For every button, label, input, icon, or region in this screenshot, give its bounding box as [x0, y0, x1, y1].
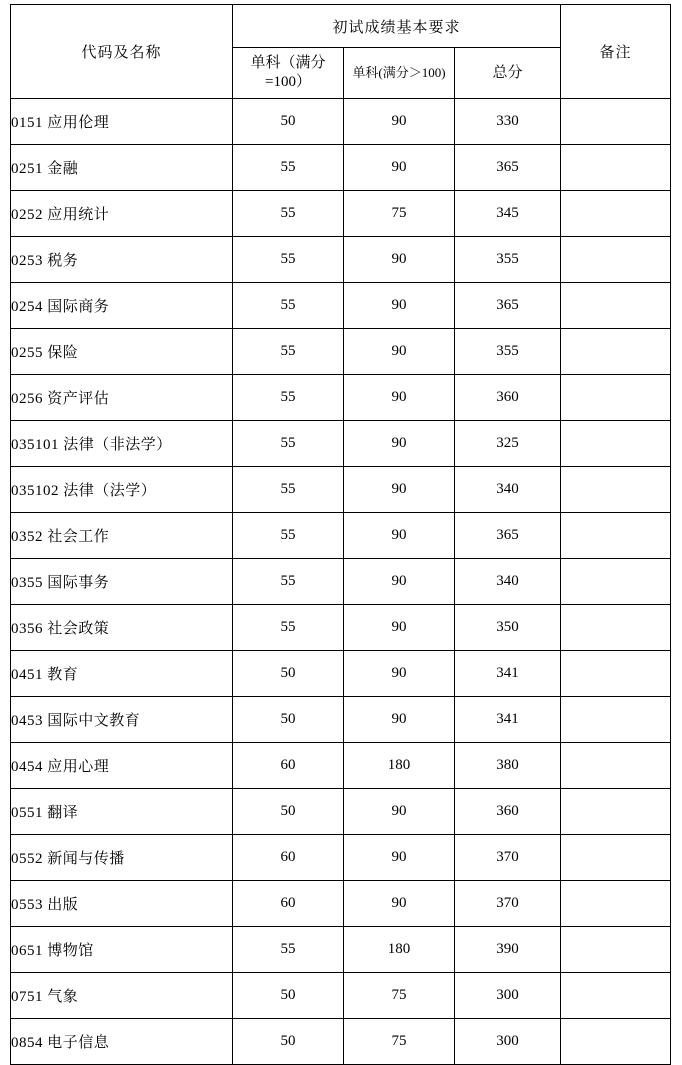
cell-single-subject-100: 55 — [233, 237, 344, 283]
cell-note — [561, 145, 671, 191]
cell-single-subject-over-100: 90 — [344, 881, 455, 927]
cell-note — [561, 743, 671, 789]
cell-code-name: 0551 翻译 — [11, 789, 233, 835]
cell-single-subject-100: 55 — [233, 329, 344, 375]
cell-total-score: 300 — [455, 973, 561, 1019]
cell-single-subject-100: 55 — [233, 375, 344, 421]
header-single-subject-over-100: 单科(满分＞100) — [344, 48, 455, 99]
cell-single-subject-100: 55 — [233, 513, 344, 559]
cell-code-name: 0451 教育 — [11, 651, 233, 697]
cell-total-score: 360 — [455, 789, 561, 835]
cell-note — [561, 559, 671, 605]
cell-note — [561, 467, 671, 513]
cell-single-subject-100: 55 — [233, 467, 344, 513]
table-row — [11, 789, 671, 835]
cell-code-name: 0253 税务 — [11, 237, 233, 283]
table-row — [11, 145, 671, 191]
cell-note — [561, 1019, 671, 1065]
cell-single-subject-100: 60 — [233, 881, 344, 927]
cell-single-subject-over-100: 90 — [344, 789, 455, 835]
table-row — [11, 467, 671, 513]
table-row — [11, 191, 671, 237]
cell-code-name: 0553 出版 — [11, 881, 233, 927]
cell-single-subject-over-100: 75 — [344, 973, 455, 1019]
cell-single-subject-100: 50 — [233, 651, 344, 697]
table-header — [11, 5, 671, 99]
cell-note — [561, 651, 671, 697]
cell-single-subject-over-100: 90 — [344, 605, 455, 651]
cell-single-subject-100: 55 — [233, 283, 344, 329]
cell-code-name: 035102 法律（法学） — [11, 467, 233, 513]
header-single-subject-100: 单科（满分=100） — [233, 48, 344, 99]
table-row — [11, 1019, 671, 1065]
table-row — [11, 513, 671, 559]
cell-note — [561, 697, 671, 743]
cell-note — [561, 329, 671, 375]
table-row — [11, 237, 671, 283]
header-score-group: 初试成绩基本要求 — [233, 5, 561, 48]
cell-note — [561, 237, 671, 283]
cell-note — [561, 927, 671, 973]
cell-note — [561, 513, 671, 559]
cell-note — [561, 421, 671, 467]
cell-single-subject-100: 60 — [233, 743, 344, 789]
cell-single-subject-100: 50 — [233, 973, 344, 1019]
cell-code-name: 0355 国际事务 — [11, 559, 233, 605]
cell-total-score: 345 — [455, 191, 561, 237]
cell-code-name: 0254 国际商务 — [11, 283, 233, 329]
cell-single-subject-100: 55 — [233, 421, 344, 467]
cell-note — [561, 605, 671, 651]
cell-code-name: 0352 社会工作 — [11, 513, 233, 559]
cell-single-subject-over-100: 90 — [344, 559, 455, 605]
cell-single-subject-100: 50 — [233, 697, 344, 743]
cell-code-name: 035101 法律（非法学） — [11, 421, 233, 467]
table-row — [11, 743, 671, 789]
cell-code-name: 0854 电子信息 — [11, 1019, 233, 1065]
cell-total-score: 380 — [455, 743, 561, 789]
cell-note — [561, 835, 671, 881]
cell-code-name: 0252 应用统计 — [11, 191, 233, 237]
cell-total-score: 360 — [455, 375, 561, 421]
table-row — [11, 651, 671, 697]
cell-single-subject-over-100: 90 — [344, 697, 455, 743]
cell-single-subject-over-100: 90 — [344, 329, 455, 375]
header-note: 备注 — [561, 5, 671, 99]
cell-note — [561, 191, 671, 237]
cell-note — [561, 881, 671, 927]
cell-single-subject-over-100: 90 — [344, 99, 455, 145]
cell-note — [561, 283, 671, 329]
cell-total-score: 341 — [455, 651, 561, 697]
table-body — [11, 99, 671, 1065]
cell-single-subject-over-100: 180 — [344, 927, 455, 973]
cell-single-subject-100: 55 — [233, 145, 344, 191]
cell-single-subject-100: 55 — [233, 191, 344, 237]
cell-single-subject-over-100: 75 — [344, 191, 455, 237]
cell-total-score: 341 — [455, 697, 561, 743]
cell-total-score: 370 — [455, 881, 561, 927]
cell-total-score: 330 — [455, 99, 561, 145]
cell-single-subject-over-100: 180 — [344, 743, 455, 789]
cell-code-name: 0251 金融 — [11, 145, 233, 191]
cell-single-subject-over-100: 90 — [344, 375, 455, 421]
cell-total-score: 300 — [455, 1019, 561, 1065]
cell-single-subject-over-100: 75 — [344, 1019, 455, 1065]
table-row — [11, 835, 671, 881]
cell-single-subject-over-100: 90 — [344, 237, 455, 283]
cell-total-score: 325 — [455, 421, 561, 467]
cell-code-name: 0356 社会政策 — [11, 605, 233, 651]
table-row — [11, 559, 671, 605]
header-total-score: 总分 — [455, 48, 561, 99]
cell-single-subject-100: 55 — [233, 559, 344, 605]
cell-note — [561, 99, 671, 145]
cell-single-subject-over-100: 90 — [344, 835, 455, 881]
table-row — [11, 697, 671, 743]
cell-single-subject-over-100: 90 — [344, 145, 455, 191]
table-row — [11, 881, 671, 927]
cell-single-subject-100: 60 — [233, 835, 344, 881]
table-row — [11, 605, 671, 651]
cell-note — [561, 789, 671, 835]
cell-single-subject-over-100: 90 — [344, 651, 455, 697]
cell-total-score: 350 — [455, 605, 561, 651]
cell-code-name: 0751 气象 — [11, 973, 233, 1019]
table-row — [11, 375, 671, 421]
cell-total-score: 390 — [455, 927, 561, 973]
cell-total-score: 370 — [455, 835, 561, 881]
cell-total-score: 340 — [455, 467, 561, 513]
cell-total-score: 340 — [455, 559, 561, 605]
score-requirements-table — [10, 4, 671, 1065]
cell-single-subject-over-100: 90 — [344, 513, 455, 559]
table-row — [11, 421, 671, 467]
cell-total-score: 365 — [455, 283, 561, 329]
cell-total-score: 355 — [455, 237, 561, 283]
cell-single-subject-over-100: 90 — [344, 283, 455, 329]
cell-single-subject-100: 50 — [233, 789, 344, 835]
cell-code-name: 0552 新闻与传播 — [11, 835, 233, 881]
cell-single-subject-over-100: 90 — [344, 467, 455, 513]
cell-total-score: 365 — [455, 145, 561, 191]
cell-single-subject-100: 50 — [233, 1019, 344, 1065]
cell-total-score: 355 — [455, 329, 561, 375]
cell-code-name: 0453 国际中文教育 — [11, 697, 233, 743]
cell-code-name: 0256 资产评估 — [11, 375, 233, 421]
table-row — [11, 99, 671, 145]
cell-single-subject-over-100: 90 — [344, 421, 455, 467]
cell-single-subject-100: 50 — [233, 99, 344, 145]
cell-code-name: 0255 保险 — [11, 329, 233, 375]
cell-code-name: 0151 应用伦理 — [11, 99, 233, 145]
table-row — [11, 927, 671, 973]
header-code-name: 代码及名称 — [11, 5, 233, 99]
cell-total-score: 365 — [455, 513, 561, 559]
cell-code-name: 0651 博物馆 — [11, 927, 233, 973]
cell-note — [561, 973, 671, 1019]
table-row — [11, 973, 671, 1019]
cell-single-subject-100: 55 — [233, 605, 344, 651]
table-row — [11, 329, 671, 375]
cell-single-subject-100: 55 — [233, 927, 344, 973]
cell-code-name: 0454 应用心理 — [11, 743, 233, 789]
cell-note — [561, 375, 671, 421]
table-row — [11, 283, 671, 329]
